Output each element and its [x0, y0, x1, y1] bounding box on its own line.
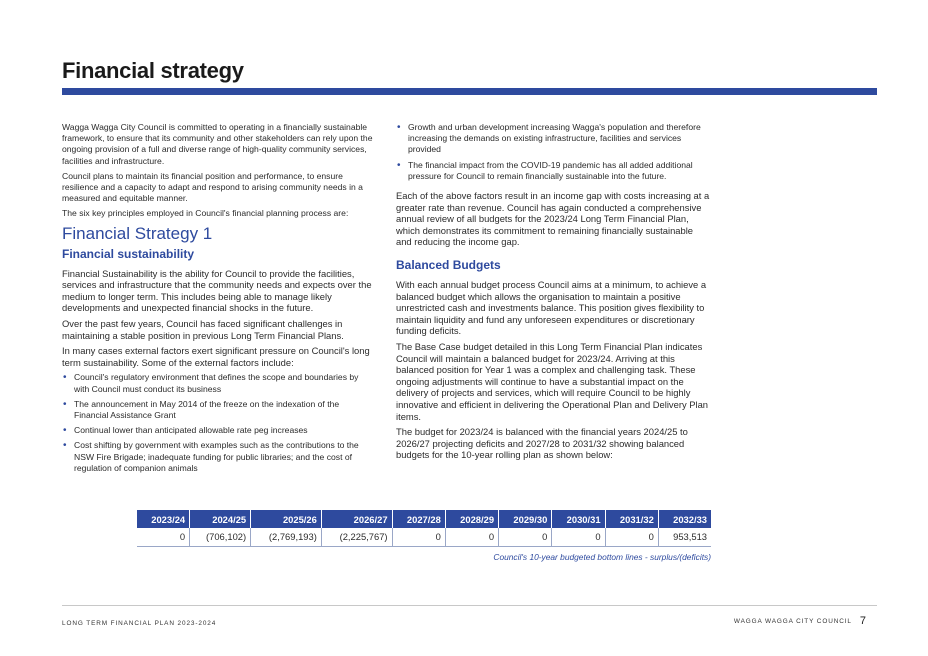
sustainability-heading: Financial sustainability — [62, 246, 195, 261]
table-cell: 0 — [552, 528, 605, 546]
column-header: 2031/32 — [605, 510, 658, 528]
column-header: 2028/29 — [445, 510, 498, 528]
list-item-text: The announcement in May 2014 of the freeze on the indexation of the Financial Assistance Grant — [74, 398, 340, 420]
column-header: 2024/25 — [190, 510, 251, 528]
list-item-text: The financial impact from the COVID-19 pandemic has all added additional pressure for Council to remain financially sustainable into the future. — [408, 159, 693, 181]
body-paragraph: Financial Sustainability is the ability for Council to provide the facilities, services and infrastructure that the community needs and expects over the medium to longer term. This includes being able to manage likely developments and unexpected financial shocks in the future. — [62, 267, 372, 314]
list-item — [62, 425, 374, 436]
bullet-icon: • — [397, 122, 401, 133]
body-paragraph: The Base Case budget detailed in this Long Term Financial Plan indicates Council will maintain a balanced budget for 2023/24. Arriving at this balanced position for Year 1 was a complex and challenging task. These ongoing adjustments will continue to have a substantial impact on the delivery of projects and services, which will require Council to be highly innovative and efficient in delivering the Operational Plan and Delivery Plan items. — [396, 340, 708, 422]
table-cell: 0 — [137, 528, 190, 546]
body-paragraph: The budget for 2023/24 is balanced with the financial years 2024/25 to 2026/27 projecting deficits and 2027/28 to 2031/32 showing balanced budgets for the 10-year rolling plan as shown below: — [396, 426, 688, 461]
page-number: 7 — [859, 615, 866, 627]
list-item — [396, 122, 711, 156]
table-cell: 0 — [392, 528, 445, 546]
strategy-heading: Financial Strategy 1 — [62, 223, 213, 243]
footer-rule — [62, 605, 877, 606]
table-header-row — [137, 510, 711, 528]
column-header: 2030/31 — [552, 510, 605, 528]
table-cell: (2,769,193) — [251, 528, 322, 546]
list-item — [62, 372, 374, 394]
external-factors-list-continued — [396, 122, 711, 182]
table-cell: 953,513 — [673, 531, 707, 543]
table-caption: Council's 10-year budgeted bottom lines - surplus/(deficits) — [493, 552, 711, 562]
table-cell: 0 — [499, 528, 552, 546]
footer-document-title: LONG TERM FINANCIAL PLAN 2023-2024 — [62, 620, 217, 627]
body-paragraph: In many cases external factors exert significant pressure on Council's long term sustainability. Some of the external factors include: — [62, 345, 370, 368]
table-cell: 0 — [605, 528, 658, 546]
bullet-icon: • — [63, 372, 67, 384]
intro-paragraph: Council plans to maintain its financial position and performance, to ensure resilience and a capacity to adapt and respond to arising community needs in a measured and equitable manner. — [62, 170, 363, 204]
table-row — [137, 528, 711, 546]
list-item-text: Cost shifting by government with examples such as the contributions to the NSW Fire Brigade; inadequate funding for public libraries; and the cost of regulation of companion animals — [74, 440, 359, 473]
column-header: 2026/27 — [321, 510, 392, 528]
footer-right — [734, 615, 866, 627]
column-header: 2025/26 — [251, 510, 322, 528]
page-title: Financial strategy — [62, 58, 244, 83]
title-rule — [62, 88, 877, 95]
list-item-text: Continual lower than anticipated allowable rate peg increases — [74, 425, 308, 436]
list-item-text: Growth and urban development increasing Wagga's population and therefore increasing the demands on existing infrastructure, facilities and services provided — [408, 122, 701, 155]
table-cell: (2,225,767) — [321, 528, 392, 546]
column-header: 2023/24 — [137, 510, 190, 528]
list-item-text: Council's regulatory environment that defines the scope and boundaries by with Council must conduct its business — [74, 372, 359, 394]
body-paragraph: Over the past few years, Council has faced significant challenges in maintaining a stable position in previous Long Term Financial Plans. — [62, 318, 344, 341]
column-header: 2032/33 — [658, 510, 711, 528]
summary-paragraph: Each of the above factors result in an income gap with costs increasing at a greater rate than revenue. Council has again conducted a comprehensive annual review of all budgets for the 2023/24 Long Term Financial Plan, which demonstrates its commitment to remaining financially sustainable and reducing the income gap. — [396, 190, 710, 248]
bullet-icon: • — [63, 398, 67, 410]
bullet-icon: • — [63, 425, 67, 437]
list-item — [396, 160, 711, 182]
footer-organisation: WAGGA WAGGA CITY COUNCIL — [733, 617, 852, 625]
intro-paragraph: Wagga Wagga City Council is committed to operating in a financially sustainable framework, to ensure that its community and other stakeholders can rely upon the ongoing provision of a full and diverse range of high-quality community services, facilities and infrastructure. — [62, 122, 373, 166]
external-factors-list — [62, 372, 374, 474]
body-paragraph: With each annual budget process Council aims at a minimum, to achieve a balanced budget which allows the organisation to maintain a positive unrestricted cash and investments balance. This position gives flexibility to maintain liquidity and fund any unforeseen expenditures or discretionary funding deficits. — [396, 278, 707, 337]
column-header: 2027/28 — [392, 510, 445, 528]
bullet-icon: • — [63, 440, 67, 452]
bullet-icon: • — [397, 159, 401, 171]
list-item — [62, 399, 374, 421]
budget-table — [137, 510, 711, 547]
balanced-budgets-heading: Balanced Budgets — [396, 257, 501, 272]
intro-paragraph: The six key principles employed in Council's financial planning process are: — [62, 208, 349, 219]
list-item — [62, 440, 374, 474]
column-header: 2029/30 — [499, 510, 552, 528]
table-cell: 0 — [445, 528, 498, 546]
right-column — [396, 122, 711, 465]
table-cell: (706,102) — [190, 528, 251, 546]
left-column — [62, 122, 374, 478]
